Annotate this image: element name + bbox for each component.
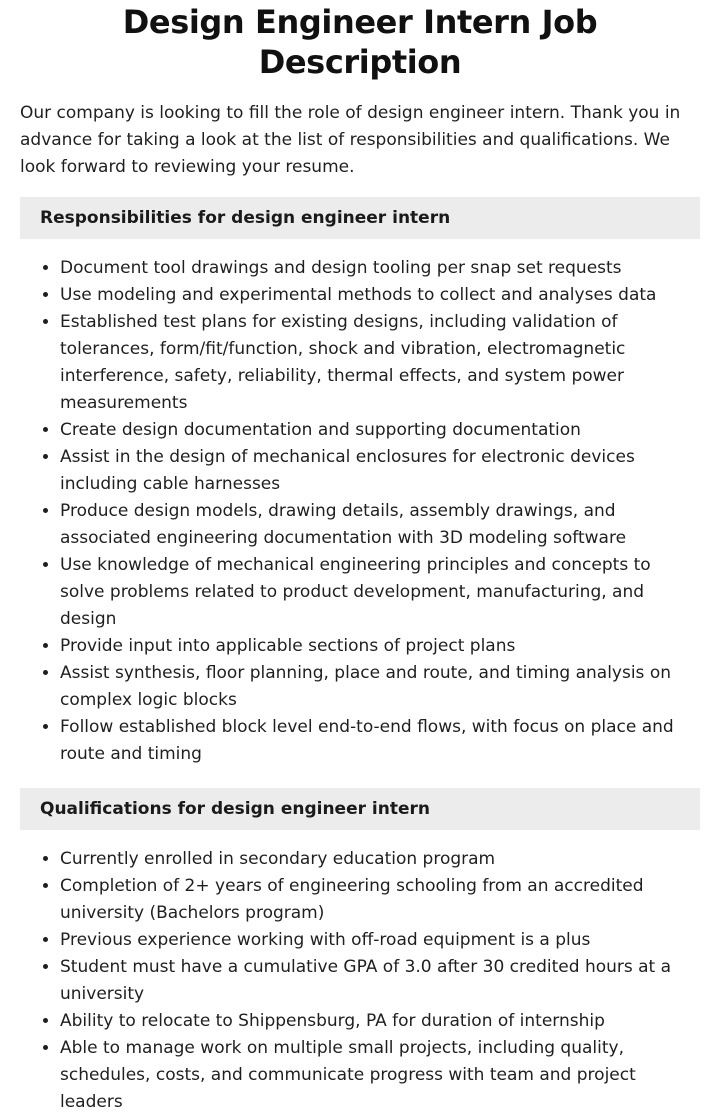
list-item: • Document tool drawings and design tooling per snap set requests xyxy=(60,255,700,282)
page-title: Design Engineer Intern Job Description xyxy=(122,3,598,81)
list-item: • Able to manage work on multiple small projects, including quality, schedules, costs, and communicate progress with team and project leaders xyxy=(60,1035,700,1116)
intro-paragraph: Our company is looking to fill the role of design engineer intern. Thank you in advance for taking a look at the list of responsibilities and qualifications. We look forward to reviewing your resume. xyxy=(20,103,681,177)
list-item: • Completion of 2+ years of engineering schooling from an accredited university (Bachelors program) xyxy=(60,873,700,927)
list-item: • Currently enrolled in secondary education program xyxy=(60,846,700,873)
list-item: • Provide input into applicable sections of project plans xyxy=(60,633,700,660)
responsibilities-list xyxy=(20,255,700,768)
list-item: • Assist synthesis, floor planning, place and route, and timing analysis on complex logic blocks xyxy=(60,660,700,714)
list-item: • Use modeling and experimental methods to collect and analyses data xyxy=(60,282,700,309)
qualifications-heading: Qualifications for design engineer intern xyxy=(20,788,700,830)
responsibilities-heading: Responsibilities for design engineer intern xyxy=(20,197,700,239)
list-item: • Use knowledge of mechanical engineering principles and concepts to solve problems related to product development, manufacturing, and design xyxy=(60,552,700,633)
list-item: • Ability to relocate to Shippensburg, PA for duration of internship xyxy=(60,1008,700,1035)
list-item: • Create design documentation and supporting documentation xyxy=(60,417,700,444)
list-item: • Assist in the design of mechanical enclosures for electronic devices including cable harnesses xyxy=(60,444,700,498)
list-item: • Student must have a cumulative GPA of 3.0 after 30 credited hours at a university xyxy=(60,954,700,1008)
list-item: • Previous experience working with off-road equipment is a plus xyxy=(60,927,700,954)
list-item: • Produce design models, drawing details, assembly drawings, and associated engineering documentation with 3D modeling software xyxy=(60,498,700,552)
qualifications-list xyxy=(20,846,700,1116)
list-item: • Established test plans for existing designs, including validation of tolerances, form/fit/function, shock and vibration, electromagnetic interference, safety, reliability, thermal effects, and system power measurements xyxy=(60,309,700,417)
list-item: • Follow established block level end-to-end flows, with focus on place and route and timing xyxy=(60,714,700,768)
